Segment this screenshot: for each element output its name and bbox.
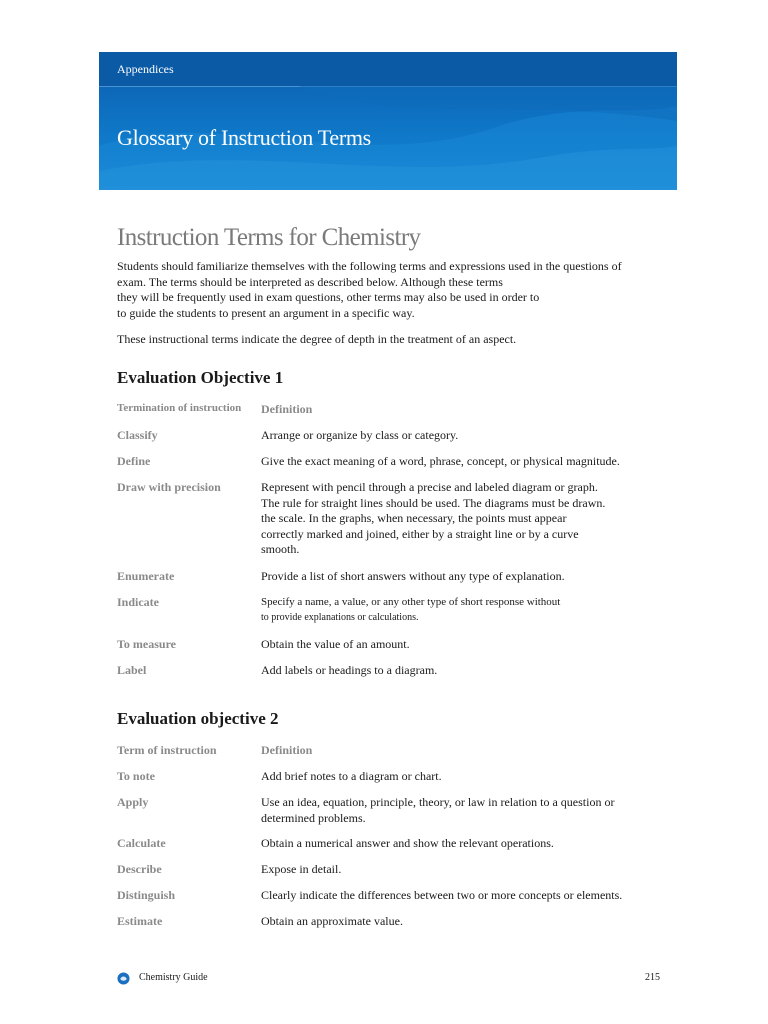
section-label: Appendices (117, 62, 174, 76)
term-definition (261, 769, 641, 785)
term-label: Estimate (117, 914, 163, 928)
term-label: Draw with precision (117, 480, 221, 494)
definition-line: Use an idea, equation, principle, theory, or law in relation to a question or (261, 795, 615, 809)
term-definition (261, 795, 641, 826)
page-title: Instruction Terms for Chemistry (117, 224, 421, 251)
term-definition (261, 480, 641, 558)
term-label: Calculate (117, 836, 166, 850)
term-definition (261, 637, 641, 653)
definition-line: Obtain the value of an amount. (261, 637, 410, 651)
ib-logo-icon (117, 972, 130, 985)
intro-line: exam. The terms should be interpreted as described below. Although these terms (117, 274, 503, 289)
intro-line: they will be frequently used in exam questions, other terms may also be used in order to (117, 290, 540, 304)
objective-2-heading: Evaluation objective 2 (117, 709, 279, 728)
column-header-term: Term of instruction (117, 743, 217, 757)
term-definition (261, 454, 641, 470)
term-definition (261, 663, 641, 679)
definition-line: the scale. In the graphs, when necessary, the points must appear (261, 511, 567, 526)
footer-guide-name: Chemistry Guide (139, 972, 208, 983)
term-label: Apply (117, 795, 149, 809)
intro-paragraph-2: These instructional terms indicate the degree of depth in the treatment of an aspect. (117, 332, 517, 346)
header-banner (99, 52, 677, 190)
term-label: Label (117, 663, 147, 677)
term-definition (261, 428, 641, 444)
definition-line: Expose in detail. (261, 862, 342, 876)
term-label: Define (117, 454, 151, 468)
term-definition (261, 569, 641, 585)
definition-line: Add brief notes to a diagram or chart. (261, 769, 442, 783)
definition-line: Obtain an approximate value. (261, 914, 403, 928)
intro-line: to guide the students to present an argument in a specific way. (117, 305, 415, 320)
definition-line: Give the exact meaning of a word, phrase, concept, or physical magnitude. (261, 454, 620, 468)
column-header-definition: Definition (261, 743, 313, 757)
definition-line: smooth. (261, 542, 300, 557)
term-label: Indicate (117, 595, 159, 609)
column-header-term: Termination of instruction (117, 402, 242, 414)
banner-top-strip (99, 52, 677, 87)
column-header-definition: Definition (261, 402, 313, 416)
term-definition (261, 862, 641, 878)
term-label: Enumerate (117, 569, 175, 583)
intro-paragraph (117, 259, 657, 321)
term-label: Describe (117, 862, 162, 876)
term-definition (261, 888, 641, 904)
term-label: To note (117, 769, 155, 783)
definition-line: Specify a name, a value, or any other type of short response without (261, 596, 561, 608)
term-definition (261, 836, 641, 852)
term-label: To measure (117, 637, 177, 651)
definition-line: determined problems. (261, 810, 366, 825)
objective-1-heading: Evaluation Objective 1 (117, 368, 284, 387)
definition-line: Represent with pencil through a precise and labeled diagram or graph. (261, 480, 598, 494)
definition-line: Obtain a numerical answer and show the relevant operations. (261, 836, 554, 850)
term-definition (261, 914, 641, 930)
definition-line: correctly marked and joined, either by a straight line or by a curve (261, 526, 579, 541)
definition-line: Clearly indicate the differences between two or more concepts or elements. (261, 888, 623, 902)
definition-line: Provide a list of short answers without any type of explanation. (261, 569, 565, 583)
banner-title: Glossary of Instruction Terms (117, 125, 371, 150)
page-number: 215 (645, 972, 660, 983)
definition-line: Add labels or headings to a diagram. (261, 663, 438, 677)
definition-line: to provide explanations or calculations. (261, 612, 419, 623)
definition-line: The rule for straight lines should be used. The diagrams must be drawn. (261, 495, 606, 510)
term-label: Classify (117, 428, 158, 442)
term-label: Distinguish (117, 888, 176, 902)
term-definition (261, 595, 641, 625)
definition-line: Arrange or organize by class or category. (261, 428, 459, 442)
intro-line: Students should familiarize themselves with the following terms and expressions used in the questions of (117, 259, 622, 273)
